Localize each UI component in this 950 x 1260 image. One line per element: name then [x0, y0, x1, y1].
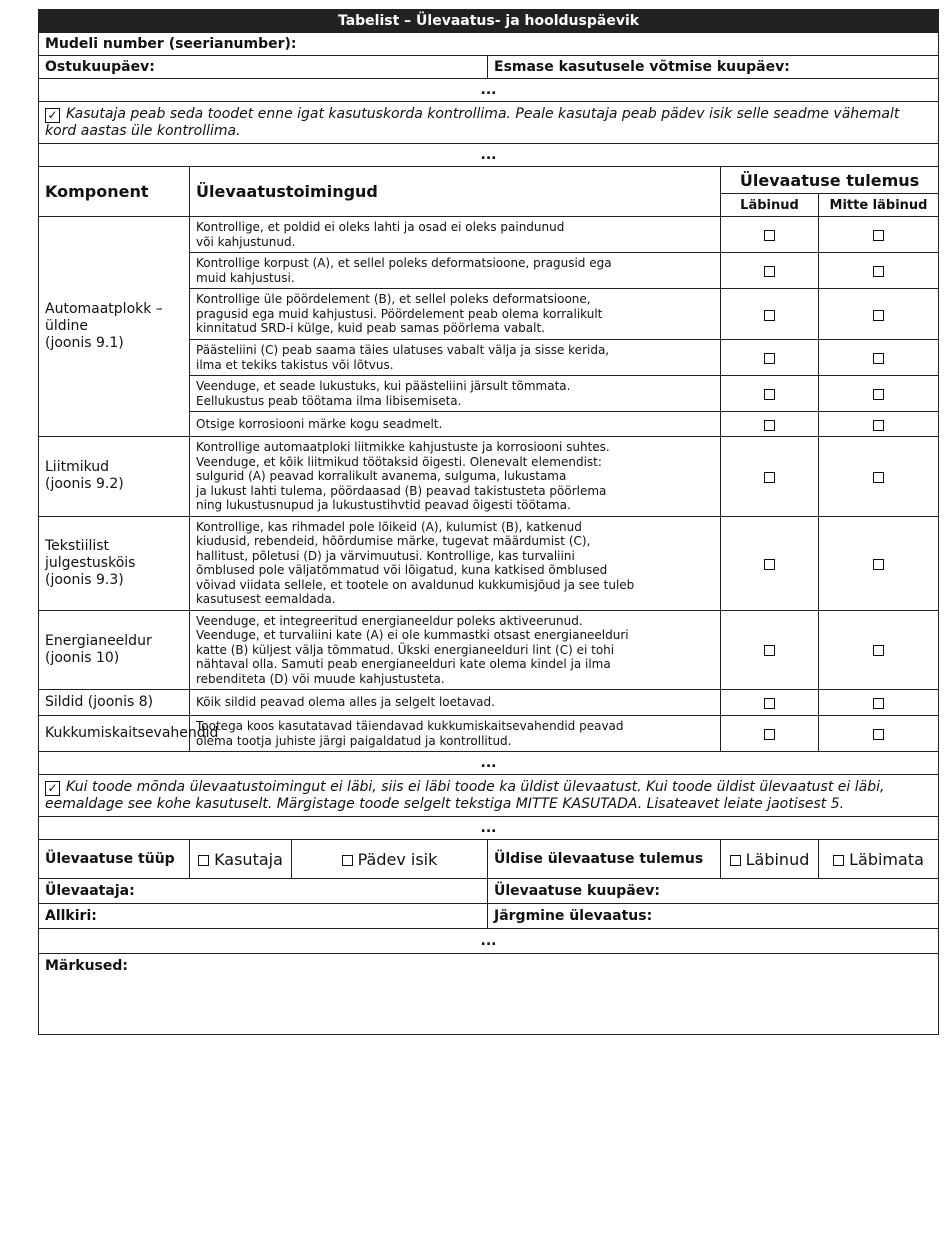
fail-checkbox[interactable]: [819, 610, 939, 690]
checkbox-icon: [873, 230, 884, 241]
checkbox-icon: [873, 420, 884, 431]
checkbox-icon: [764, 698, 775, 709]
fail-header: Mitte läbinud: [819, 194, 939, 217]
fail-checkbox[interactable]: [819, 412, 939, 437]
pass-checkbox[interactable]: [721, 516, 819, 610]
fail-checkbox[interactable]: [819, 289, 939, 340]
inspection-action: Veenduge, et integreeritud energianeeldur poleks aktiveerunud. Veenduge, et turvaliini kate (A) ei ole kummastki otsast energianeelduri katte (B) küljest välja tõmmatud. Ükski energianeelduri lint (C) ei tohi nähtaval olla. Samuti peab energianeelduri kate olema kindel ja ilma rebenditeta (D) või muude kahjustusteta.: [190, 610, 721, 690]
fail-checkbox[interactable]: [819, 376, 939, 412]
competent-option-label: Pädev isik: [357, 849, 438, 869]
user-check-note: [39, 102, 939, 144]
pass-checkbox[interactable]: [721, 716, 819, 752]
component-fall-protection: Kukkumiskaitsevahendid: [39, 716, 190, 752]
inspection-log-table: [38, 9, 939, 1035]
fail-checkbox[interactable]: [819, 340, 939, 376]
table-title: Tabelist – Ülevaatus- ja hoolduspäevik: [39, 10, 939, 33]
inspection-action: Kõik sildid peavad olema alles ja selgelt loetavad.: [190, 690, 721, 716]
inspection-action: Veenduge, et seade lukustuks, kui päästeliini järsult tõmmata. Eellukustus peab töötama ilma libisemiseta.: [190, 376, 721, 412]
pass-header: Läbinud: [721, 194, 819, 217]
component-textile-lifeline: Tekstiilist julgestusköis (joonis 9.3): [39, 516, 190, 610]
pass-checkbox[interactable]: [721, 340, 819, 376]
ellipsis-row: ...: [39, 144, 939, 167]
checked-box-icon: ✓: [45, 108, 60, 123]
checkbox-icon: [764, 389, 775, 400]
ellipsis-row: ...: [39, 817, 939, 840]
remarks-field[interactable]: Märkused:: [39, 954, 939, 1035]
checkbox-icon: [833, 855, 844, 866]
inspection-action: Kontrollige korpust (A), et sellel poleks deformatsioone, pragusid ega muid kahjustusi.: [190, 253, 721, 289]
checked-box-icon: ✓: [45, 781, 60, 796]
checkbox-icon: [764, 559, 775, 570]
checkbox-icon: [764, 729, 775, 740]
component-self-retracting-unit: Automaatplokk – üldine (joonis 9.1): [39, 217, 190, 437]
inspection-action: Kontrollige üle pöördelement (B), et sellel poleks deformatsioone, pragusid ega muid kahjustusi. Pöördelement peab olema korralikult kinnitatud SRD-i külge, kuid peab samas pöörlema vabalt.: [190, 289, 721, 340]
checkbox-icon: [764, 353, 775, 364]
pass-checkbox[interactable]: [721, 217, 819, 253]
inspection-type-user-option[interactable]: [190, 840, 292, 879]
component-connectors: Liitmikud (joonis 9.2): [39, 437, 190, 517]
checkbox-icon: [764, 420, 775, 431]
inspection-type-label: Ülevaatuse tüüp: [39, 840, 190, 879]
component-energy-absorber: Energianeeldur (joonis 10): [39, 610, 190, 690]
user-option-label: Kasutaja: [214, 849, 283, 869]
checkbox-icon: [730, 855, 741, 866]
pass-checkbox[interactable]: [721, 610, 819, 690]
checkbox-icon: [198, 855, 209, 866]
component-labels: Sildid (joonis 8): [39, 690, 190, 716]
ellipsis-row: ...: [39, 79, 939, 102]
component-header: Komponent: [39, 167, 190, 217]
checkbox-icon: [873, 310, 884, 321]
purchase-date-field[interactable]: Ostukuupäev:: [39, 56, 488, 79]
checkbox-icon: [873, 472, 884, 483]
checkbox-icon: [764, 230, 775, 241]
fail-checkbox[interactable]: [819, 217, 939, 253]
checkbox-icon: [342, 855, 353, 866]
checkbox-icon: [873, 645, 884, 656]
signature-field[interactable]: Allkiri:: [39, 904, 488, 929]
inspection-action: Tootega koos kasutatavad täiendavad kukkumiskaitsevahendid peavad olema tootja juhiste järgi paigaldatud ja kontrollitud.: [190, 716, 721, 752]
fail-checkbox[interactable]: [819, 690, 939, 716]
checkbox-icon: [873, 698, 884, 709]
model-number-field[interactable]: Mudeli number (seerianumber):: [39, 33, 939, 56]
ellipsis-row: ...: [39, 752, 939, 775]
inspection-action: Kontrollige, kas rihmadel pole lõikeid (A), kulumist (B), katkenud kiudusid, rebendeid, hõõrdumise märke, tugevat määrdumist (C), hallitust, põletusi (D) ja värvimuutusi. Kontrollige, kas turvaliini õmblused pole väljatõmmatud või lõigatud, kuna katkised õmblused võivad viidata sellele, et tootele on avaldunud kukkumisjõud ja see tuleb kasutusest eemaldada.: [190, 516, 721, 610]
ellipsis-row: ...: [39, 929, 939, 954]
inspection-date-field[interactable]: Ülevaatuse kuupäev:: [488, 879, 939, 904]
overall-result-label: Üldise ülevaatuse tulemus: [488, 840, 721, 879]
inspection-log-sheet: [38, 9, 938, 1035]
fail-checkbox[interactable]: [819, 516, 939, 610]
result-header: Ülevaatuse tulemus: [721, 167, 939, 194]
user-check-note-text: Kasutaja peab seda toodet enne igat kasutuskorda kontrollima. Peale kasutaja peab pädev isik selle seadme vähemalt kord aastas üle kontrollima.: [45, 106, 900, 139]
fail-checkbox[interactable]: [819, 437, 939, 517]
overall-result-fail-option[interactable]: [819, 840, 939, 879]
checkbox-icon: [764, 472, 775, 483]
pass-checkbox[interactable]: [721, 437, 819, 517]
inspection-action: Kontrollige automaatploki liitmikke kahjustuste ja korrosiooni suhtes. Veenduge, et kõik liitmikud töötaksid õigesti. Olenevalt elemendist: sulgurid (A) peavad korralikult avanema, sulguma, lukustama ja lukust lahti tulema, pöördaasad (B) peavad takistusteta pöörlema ning lukustusnupud ja lukustustihvtid peavad õigesti töötama.: [190, 437, 721, 517]
checkbox-icon: [764, 645, 775, 656]
pass-checkbox[interactable]: [721, 253, 819, 289]
inspection-action: Otsige korrosiooni märke kogu seadmelt.: [190, 412, 721, 437]
checkbox-icon: [873, 389, 884, 400]
checkbox-icon: [873, 353, 884, 364]
actions-header: Ülevaatustoimingud: [190, 167, 721, 217]
fail-policy-note-text: Kui toode mõnda ülevaatustoimingut ei läbi, siis ei läbi toode ka üldist ülevaatust. Kui toode üldist ülevaatust ei läbi, eemaldage see kohe kasutuselt. Märgistage toode selgelt tekstiga MITTE KASUTADA. Lisateavet leiate jaotisest 5.: [45, 779, 885, 812]
pass-checkbox[interactable]: [721, 376, 819, 412]
inspector-field[interactable]: Ülevaataja:: [39, 879, 488, 904]
pass-checkbox[interactable]: [721, 690, 819, 716]
pass-option-label: Läbinud: [745, 849, 810, 869]
fail-policy-note: [39, 775, 939, 817]
checkbox-icon: [764, 310, 775, 321]
first-use-date-field[interactable]: Esmase kasutusele võtmise kuupäev:: [488, 56, 939, 79]
fail-checkbox[interactable]: [819, 253, 939, 289]
checkbox-icon: [873, 729, 884, 740]
checkbox-icon: [873, 266, 884, 277]
pass-checkbox[interactable]: [721, 412, 819, 437]
inspection-type-competent-option[interactable]: [292, 840, 488, 879]
checkbox-icon: [873, 559, 884, 570]
next-inspection-field[interactable]: Järgmine ülevaatus:: [488, 904, 939, 929]
inspection-action: Päästeliini (C) peab saama täies ulatuses vabalt välja ja sisse kerida, ilma et tekiks takistus või lõtvus.: [190, 340, 721, 376]
fail-checkbox[interactable]: [819, 716, 939, 752]
inspection-action: Kontrollige, et poldid ei oleks lahti ja osad ei oleks paindunud või kahjustunud.: [190, 217, 721, 253]
overall-result-pass-option[interactable]: [721, 840, 819, 879]
fail-option-label: Läbimata: [849, 849, 924, 869]
checkbox-icon: [764, 266, 775, 277]
pass-checkbox[interactable]: [721, 289, 819, 340]
